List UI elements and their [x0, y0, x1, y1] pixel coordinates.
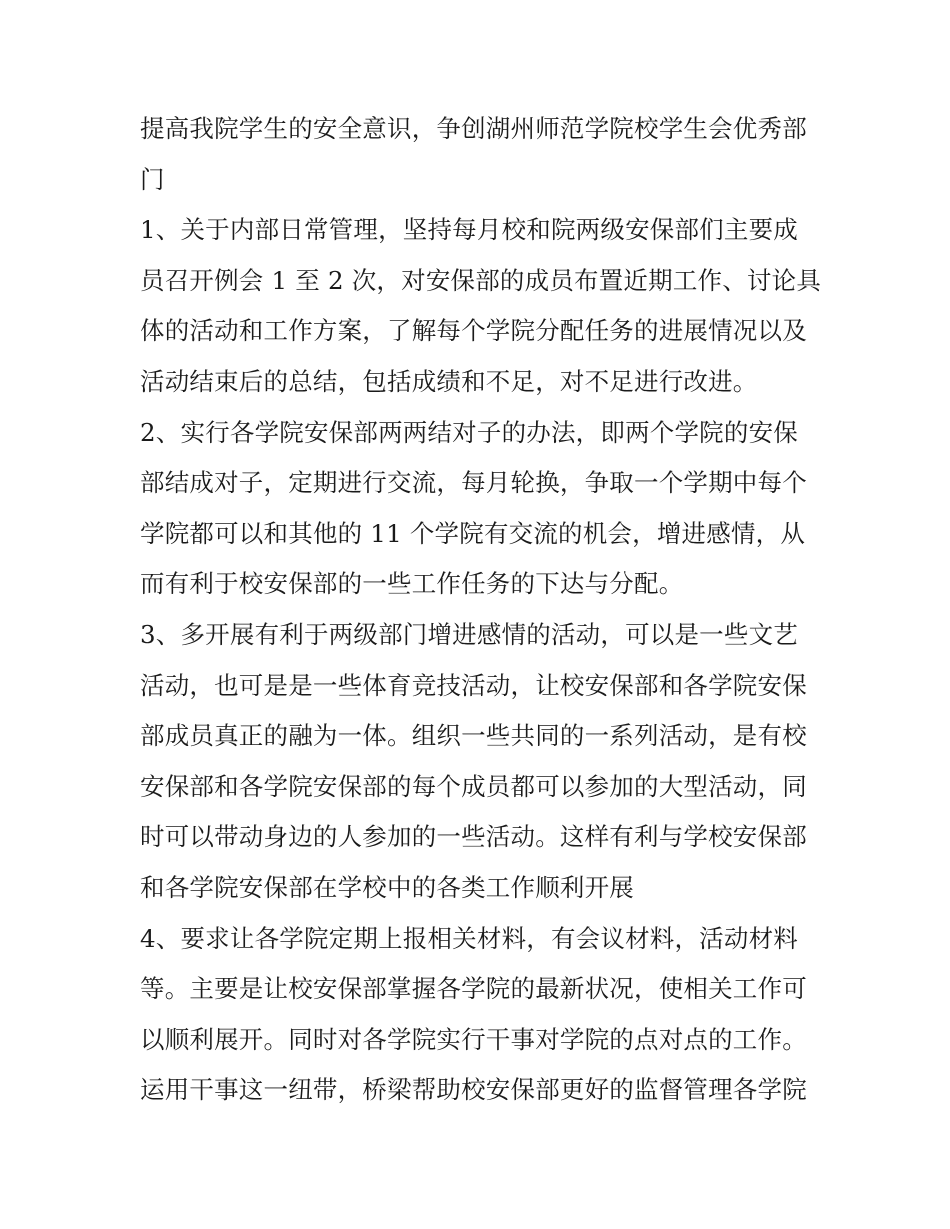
text-line: 3、多开展有利于两级部门增进感情的活动，可以是一些文艺	[140, 619, 798, 649]
text-line: 活动，也可是是一些体育竞技活动，让校安保部和各学院安保	[140, 670, 807, 700]
text-line: 部结成对子，定期进行交流，每月轮换，争取一个学期中每个	[140, 468, 807, 498]
text-line: 1、关于内部日常管理，坚持每月校和院两级安保部们主要成	[140, 215, 798, 245]
text-line: 4、要求让各学院定期上报相关材料，有会议材料，活动材料	[140, 923, 798, 953]
text-line: 员召开例会 1 至 2 次，对安保部的成员布置近期工作、讨论具	[140, 265, 822, 295]
text-line: 运用干事这一纽带，桥梁帮助校安保部更好的监督管理各学院	[140, 1075, 807, 1105]
text-line: 时可以带动身边的人参加的一些活动。这样有利与学校安保部	[140, 822, 807, 852]
text-line: 活动结束后的总结，包括成绩和不足，对不足进行改进。	[140, 366, 758, 396]
text-line: 2、实行各学院安保部两两结对子的办法，即两个学院的安保	[140, 417, 798, 447]
text-line: 以顺利展开。同时对各学院实行干事对学院的点对点的工作。	[140, 1024, 807, 1054]
text-line: 部成员真正的融为一体。组织一些共同的一系列活动，是有校	[140, 721, 807, 751]
text-line: 学院都可以和其他的 11 个学院有交流的机会，增进感情，从	[140, 518, 806, 548]
document-body	[140, 104, 822, 1116]
text-line: 等。主要是让校安保部掌握各学院的最新状况，使相关工作可	[140, 974, 807, 1004]
text-line: 门	[140, 164, 165, 194]
text-line: 而有利于校安保部的一些工作任务的下达与分配。	[140, 569, 684, 599]
text-line: 安保部和各学院安保部的每个成员都可以参加的大型活动，同	[140, 771, 807, 801]
text-line: 和各学院安保部在学校中的各类工作顺利开展	[140, 872, 634, 902]
text-line: 提高我院学生的安全意识，争创湖州师范学院校学生会优秀部	[140, 114, 807, 143]
text-line: 体的活动和工作方案，了解每个学院分配任务的进展情况以及	[140, 316, 807, 346]
